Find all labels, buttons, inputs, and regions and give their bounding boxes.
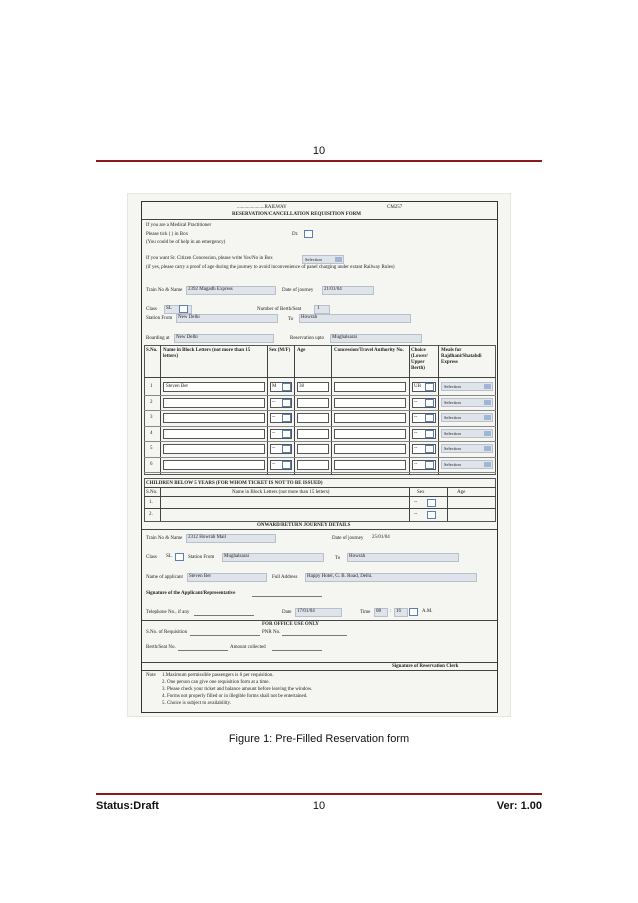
pax-row-4-concession-field[interactable] bbox=[334, 429, 406, 439]
pax-row-6-choice-dropdown[interactable] bbox=[425, 461, 434, 469]
child-row-1-sex: -- bbox=[414, 500, 418, 505]
ret-class-value: SL bbox=[166, 554, 172, 559]
senior-select[interactable] bbox=[302, 255, 344, 264]
pax-row-2-sex-dropdown[interactable] bbox=[282, 399, 291, 407]
ret-date-value: 25/01/04 bbox=[372, 535, 390, 540]
ret-to-value: Howrah bbox=[349, 554, 366, 559]
pax-row-5-choice: -- bbox=[414, 446, 418, 451]
office-title: FOR OFFICE USE ONLY bbox=[262, 622, 319, 627]
chevron-down-icon bbox=[484, 446, 491, 451]
train-label: Train No & Name bbox=[146, 288, 183, 293]
office-sno: S.No. of Requisition bbox=[146, 630, 188, 635]
time-hh: 08 bbox=[376, 609, 381, 614]
child-row-2-sex-dropdown[interactable] bbox=[427, 511, 436, 519]
pax-row-1-choice: UB bbox=[414, 384, 421, 389]
ret-class-label: Class bbox=[146, 555, 157, 560]
child-row-2-sno: 2. bbox=[149, 512, 153, 517]
office-berth: Berth/Seat No. bbox=[146, 645, 176, 650]
pax-header-meals: Meals for Rajdhani/Shatabdi Express bbox=[441, 348, 482, 365]
pax-header-age: Age bbox=[297, 348, 306, 353]
pax-row-6-name-field[interactable] bbox=[163, 460, 265, 470]
ret-from-label: Station From bbox=[188, 555, 215, 560]
pax-row-1-sex: M bbox=[272, 384, 277, 389]
pax-row-2-sex: -- bbox=[272, 399, 276, 405]
note-5: 5. Choice is subject to availability. bbox=[162, 701, 231, 706]
note-3: 3. Please check your ticket and balance amount before leaving the window. bbox=[162, 687, 313, 692]
pax-row-1-concession-field[interactable] bbox=[334, 382, 406, 392]
boarding-value: New Delhi bbox=[176, 335, 198, 340]
applicant-value: Steven Ber bbox=[189, 574, 212, 579]
res-upto-label: Reservation upto bbox=[290, 336, 325, 341]
senior-select-label: Selection bbox=[305, 257, 322, 262]
footer-rule bbox=[96, 793, 542, 795]
children-header-age: Age bbox=[457, 490, 466, 495]
pax-row-6-meal-label: Selection bbox=[444, 461, 461, 467]
pax-header-sno: S.No. bbox=[146, 348, 158, 353]
chevron-down-icon bbox=[484, 384, 491, 389]
pax-row-4-sex: -- bbox=[272, 430, 276, 436]
station-from-label: Station From bbox=[146, 316, 173, 321]
pax-row-6-meal-select[interactable] bbox=[441, 460, 493, 469]
pax-row-4-meal-label: Selection bbox=[444, 430, 461, 436]
pax-row-3-sex-dropdown[interactable] bbox=[282, 414, 291, 422]
ret-train-label: Train No & Name bbox=[146, 536, 183, 541]
ret-from-value: Mughalsarai bbox=[224, 554, 249, 559]
date-value: 21/01/04 bbox=[324, 287, 342, 292]
res-upto-value: Mughalsarai bbox=[332, 335, 357, 340]
table-row-divider bbox=[144, 410, 496, 411]
pax-row-2-name-field[interactable] bbox=[163, 398, 265, 408]
class-dropdown[interactable] bbox=[179, 305, 188, 313]
pax-row-3-name-field[interactable] bbox=[163, 413, 265, 423]
to-value: Howrah bbox=[301, 315, 318, 320]
medical-line2: Please tick ( ) in Box bbox=[146, 232, 189, 237]
medical-line1: If you are a Medical Practitioner bbox=[146, 223, 212, 228]
pax-row-6-choice: -- bbox=[414, 461, 418, 467]
tdate-value: 17/01/04 bbox=[297, 609, 315, 614]
berths-label: Number of Berth/Seat bbox=[257, 307, 302, 312]
pax-row-4-choice: -- bbox=[414, 430, 418, 436]
form-title: RESERVATION/CANCELLATION REQUISITION FORM bbox=[232, 212, 362, 217]
child-row-1-sex-dropdown[interactable] bbox=[427, 499, 436, 507]
chevron-down-icon bbox=[484, 431, 491, 436]
medical-dr-label: Dr. bbox=[292, 232, 299, 237]
figure-caption: Figure 1: Pre-Filled Reservation form bbox=[228, 733, 410, 745]
table-row-divider bbox=[144, 472, 496, 473]
office-signature: Signature of Reservation Clerk bbox=[392, 664, 459, 669]
pax-row-5-sex: -- bbox=[272, 446, 276, 451]
pax-row-6-sex: -- bbox=[272, 461, 276, 467]
pax-header-choice: Choice (Lower/ Upper Berth) bbox=[411, 348, 428, 371]
pax-row-6-sex-dropdown[interactable] bbox=[282, 461, 291, 469]
time-mm: 16 bbox=[396, 609, 401, 614]
table-row-divider bbox=[144, 426, 496, 427]
footer-page-number: 10 bbox=[312, 800, 326, 812]
ret-to-label: To bbox=[335, 556, 341, 561]
date-label: Date of journey bbox=[282, 288, 314, 293]
pax-row-5-name-field[interactable] bbox=[163, 444, 265, 454]
return-title: ONWARD/RETURN JOURNEY DETAILS bbox=[257, 523, 351, 528]
time-label: Time bbox=[360, 610, 371, 615]
pax-row-3-sno: 3 bbox=[150, 415, 153, 420]
children-title: CHILDREN BELOW 5 YEARS (FOR WHOM TICKET IS NOT TO BE ISSUED) bbox=[146, 481, 323, 486]
pax-row-3-sex: -- bbox=[272, 415, 276, 420]
pax-row-3-age-field[interactable] bbox=[297, 413, 329, 423]
pax-row-2-sno: 2 bbox=[150, 399, 153, 405]
footer-status: Status:Draft bbox=[96, 800, 159, 812]
pax-row-1-meal-label: Selection bbox=[444, 384, 461, 389]
chevron-down-icon bbox=[335, 257, 342, 262]
pax-row-3-meal-select[interactable] bbox=[441, 413, 493, 422]
station-from-value: New Delhi bbox=[178, 315, 200, 320]
children-header-name: Name in Block Letters (not more than 15 letters) bbox=[232, 490, 330, 495]
chevron-down-icon bbox=[484, 462, 491, 467]
pax-row-1-name: Steven Ber bbox=[166, 384, 189, 389]
pax-row-4-choice-dropdown[interactable] bbox=[425, 430, 434, 438]
ret-date-label: Date of journey bbox=[332, 536, 364, 541]
pax-row-4-name-field[interactable] bbox=[163, 429, 265, 439]
office-pnr: PNR No. bbox=[262, 630, 281, 635]
pax-row-5-sno: 5 bbox=[150, 446, 153, 451]
note-2: 2. One person can give one requisition form at a time. bbox=[162, 680, 270, 685]
chevron-down-icon bbox=[484, 400, 491, 405]
pax-row-1-choice-dropdown[interactable] bbox=[425, 383, 434, 391]
children-header-sno: S.No. bbox=[146, 490, 158, 495]
child-row-2-sex: -- bbox=[414, 512, 418, 517]
form-code: CM257 bbox=[387, 205, 403, 210]
footer-version: Ver: 1.00 bbox=[496, 800, 542, 812]
class-label: Class bbox=[146, 307, 157, 312]
pax-row-2-concession-field[interactable] bbox=[334, 398, 406, 408]
telephone-label: Telephone No., if any bbox=[146, 610, 190, 615]
office-amount: Amount collected bbox=[230, 645, 266, 650]
class-value: SL bbox=[166, 306, 172, 311]
to-label: To bbox=[288, 317, 294, 322]
pax-row-5-concession-field[interactable] bbox=[334, 444, 406, 454]
table-row-divider bbox=[144, 395, 496, 396]
pax-row-2-meal-select[interactable] bbox=[441, 398, 493, 407]
pax-row-4-age-field[interactable] bbox=[297, 429, 329, 439]
address-label: Full Address bbox=[272, 575, 298, 580]
table-row-divider bbox=[144, 457, 496, 458]
scanned-reservation-form bbox=[127, 193, 511, 717]
pax-row-1-age: 38 bbox=[299, 384, 304, 389]
pax-row-6-age-field[interactable] bbox=[297, 460, 329, 470]
pax-row-5-meal-label: Selection bbox=[444, 446, 461, 451]
medical-line3: (You could be of help in an emergency) bbox=[146, 240, 226, 245]
chevron-down-icon bbox=[484, 415, 491, 420]
train-value: 2392 Magadh Express bbox=[188, 287, 233, 292]
child-row-1-sno: 1. bbox=[149, 500, 153, 505]
pax-row-4-sex-dropdown[interactable] bbox=[282, 430, 291, 438]
time-ampm: A.M. bbox=[422, 609, 433, 614]
applicant-label: Name of applicant bbox=[146, 575, 183, 580]
children-header-sex: Sex bbox=[417, 490, 425, 495]
header-rule bbox=[96, 160, 542, 162]
pax-header-name: Name in Block Letters (not more than 15 letters) bbox=[163, 348, 251, 359]
pax-row-5-sex-dropdown[interactable] bbox=[282, 445, 291, 453]
berths-value: 1 bbox=[317, 306, 320, 311]
table-row-divider bbox=[144, 441, 496, 442]
header-page-number: 10 bbox=[312, 145, 326, 157]
ret-train-value: 2312 Howrah Mail bbox=[188, 535, 227, 540]
note-4: 4. Forms not properly filled or in illegible forms shall not be entertained. bbox=[162, 694, 308, 699]
pax-row-3-meal-label: Selection bbox=[444, 415, 461, 420]
tdate-label: Date bbox=[282, 610, 292, 615]
pax-row-6-concession-field[interactable] bbox=[334, 460, 406, 470]
pax-row-3-concession-field[interactable] bbox=[334, 413, 406, 423]
pax-row-3-choice-dropdown[interactable] bbox=[425, 414, 434, 422]
senior-line1: If you want Sr. Citizen Concession, please write Yes/No in Box bbox=[146, 256, 273, 261]
pax-row-6-sno: 6 bbox=[150, 461, 153, 467]
pax-row-2-choice-dropdown[interactable] bbox=[425, 399, 434, 407]
boarding-label: Boarding at bbox=[146, 336, 170, 341]
reservation-form bbox=[141, 201, 498, 713]
address-value: Happy Hotel, G. B. Road, Delhi. bbox=[307, 574, 373, 579]
pax-header-sex: Sex (M/F) bbox=[269, 348, 291, 353]
time-separator: : bbox=[390, 609, 392, 614]
note-1: 1.Maximum permissible passengers is 6 per requisition. bbox=[162, 673, 274, 678]
medical-checkbox[interactable] bbox=[304, 230, 313, 238]
pax-row-1-sex-dropdown[interactable] bbox=[282, 383, 291, 391]
pax-row-1-meal-select[interactable] bbox=[441, 382, 493, 391]
pax-row-2-choice: -- bbox=[414, 399, 418, 405]
pax-row-5-age-field[interactable] bbox=[297, 444, 329, 454]
pax-row-4-sno: 4 bbox=[150, 430, 153, 436]
pax-row-5-meal-select[interactable] bbox=[441, 444, 493, 453]
note-label: Note bbox=[146, 673, 156, 678]
pax-row-2-meal-label: Selection bbox=[444, 399, 461, 405]
pax-row-1-sno: 1 bbox=[150, 384, 153, 389]
pax-row-2-age-field[interactable] bbox=[297, 398, 329, 408]
pax-row-4-meal-select[interactable] bbox=[441, 429, 493, 438]
pax-row-3-choice: -- bbox=[414, 415, 418, 420]
senior-line2: (if yes, please carry a proof of age during the journey to avoid inconvenience of panel charging under extant Railway Rules) bbox=[146, 265, 395, 270]
pax-row-5-choice-dropdown[interactable] bbox=[425, 445, 434, 453]
time-mm-dropdown[interactable] bbox=[409, 608, 418, 616]
ret-class-dropdown[interactable] bbox=[175, 553, 184, 561]
form-railway: ......................RAILWAY bbox=[237, 205, 287, 210]
signature-label: Signature of the Applicant/Representative bbox=[146, 591, 236, 596]
pax-header-concession: Concession/Travel Authority No. bbox=[334, 348, 404, 353]
